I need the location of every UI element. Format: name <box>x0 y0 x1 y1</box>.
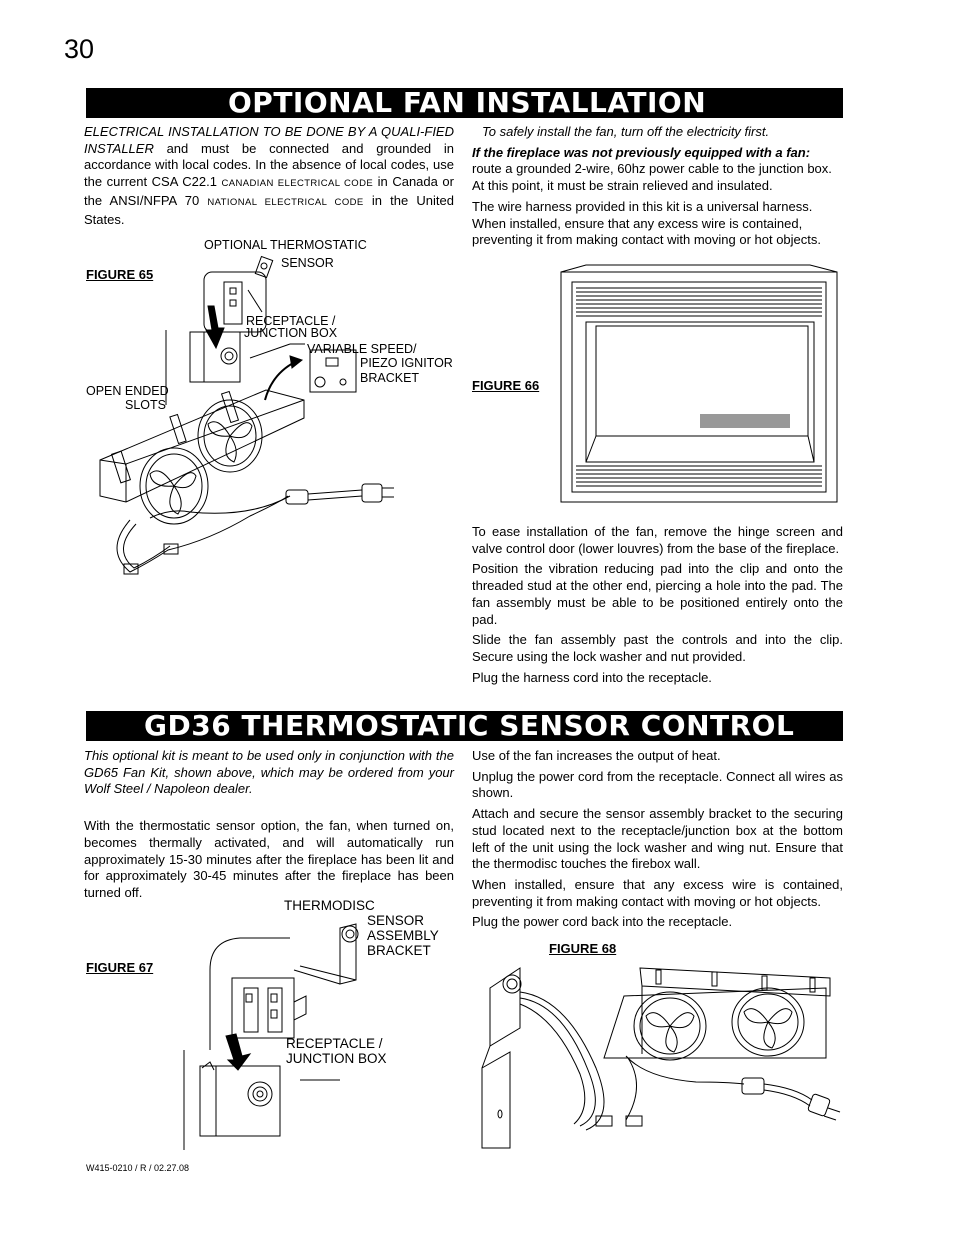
callout-open-slots-1: OPEN ENDED <box>86 384 169 398</box>
wire-harness-instruction: The wire harness provided in this kit is a universal harness. When installed, ensure that any excess wire is contained, preventing it from making contact with moving or hot objects. <box>472 198 821 248</box>
callout-variable-speed-3: BRACKET <box>360 371 420 385</box>
callout-thermodisc: THERMODISC <box>284 898 375 913</box>
page-number: 30 <box>64 34 95 64</box>
figure-66-fireplace-drawing <box>560 264 840 504</box>
section-title-fan-installation: OPTIONAL FAN INSTALLATION <box>86 88 843 118</box>
callout-bracket-3: BRACKET <box>367 943 431 958</box>
step-slide-fan: Slide the fan assembly past the controls and into the clip. Secure using the lock washer and nut provided. <box>472 632 843 664</box>
section-title-thermostatic-sensor: GD36 THERMOSTATIC SENSOR CONTROL <box>86 711 843 741</box>
callout-receptacle-box-1: RECEPTACLE / <box>286 1036 383 1051</box>
callout-variable-speed-2: PIEZO IGNITOR <box>360 356 453 370</box>
excess-wire-warning: When installed, ensure that any excess wire is contained, preventing it from making contact with moving or hot objects. <box>472 876 843 909</box>
figure-65-label: FIGURE 65 <box>86 267 154 282</box>
step-remove-hinge-screen: To ease installation of the fan, remove the hinge screen and valve control door (lower louvres) from the base of the fireplace. <box>472 524 843 556</box>
step-position-pad: Position the vibration reducing pad into the clip and onto the threaded stud at the other end, piercing a hole into the pad. The fan assembly must be able to be positioned entirely onto the pad. <box>472 561 843 627</box>
figure-66-label: FIGURE 66 <box>472 378 540 393</box>
plug-back-instruction: Plug the power cord back into the receptacle. <box>472 914 733 930</box>
fan-output-note: Use of the fan increases the output of heat. <box>472 748 721 763</box>
unplug-instruction: Unplug the power cord from the receptacle. Connect all wires as shown. <box>472 768 843 801</box>
figure-67-label: FIGURE 67 <box>86 960 154 975</box>
qualified-installer-lead: ELECTRICAL INSTALLATION TO BE DONE BY A QUALI-FIED INSTALLER <box>84 124 454 156</box>
callout-receptacle-box-2: JUNCTION BOX <box>286 1051 387 1066</box>
document-code-footer: W415-0210 / R / 02.27.08 <box>86 1163 190 1173</box>
optional-kit-note: This optional kit is meant to be used only in conjunction with the GD65 Fan Kit, shown above, which may be ordered from your Wolf Steel / Napoleon dealer. <box>84 748 454 797</box>
figure-65-fan-kit-drawing <box>90 250 420 590</box>
turn-off-electricity-note: To safely install the fan, turn off the electricity first. <box>482 124 770 139</box>
figure-68-fan-wiring-drawing <box>476 958 856 1153</box>
callout-open-slots-2: SLOTS <box>125 398 166 412</box>
not-equipped-heading: If the fireplace was not previously equipped with a fan: <box>472 144 811 160</box>
figure-67-sensor-drawing <box>180 910 370 1160</box>
callout-variable-speed-1: VARIABLE SPEED/ <box>307 342 417 356</box>
electrical-installation-paragraph: ELECTRICAL INSTALLATION TO BE DONE BY A QUALI-FIED INSTALLER and must be connected and grounded in accordance with local codes. In the absence of local codes, use the current CSA C22.1 CANADIAN ELECTRICAL CODE in Canada or the ANSI/NFPA 70 NATIONAL ELECTRICAL CODE in the United States. <box>84 124 454 227</box>
fan-install-steps <box>472 524 843 690</box>
callout-bracket-1: SENSOR <box>367 913 425 928</box>
fan-install-right-column <box>472 124 843 253</box>
attach-bracket-instruction: Attach and secure the sensor assembly bracket to the securing stud located next to the receptacle/junction box at the bottom left of the unit using the lock washer and wing nut. Ensure that the thermodisc touches the firebox wall. <box>472 806 843 872</box>
figure-68-label: FIGURE 68 <box>549 941 617 956</box>
sensor-left-column <box>84 748 454 906</box>
callout-optional-sensor-2: SENSOR <box>281 256 334 270</box>
power-cable-instruction: route a grounded 2-wire, 60hz power cable to the junction box. At this point, it must be strain relieved and insulated. <box>472 161 832 194</box>
callout-receptacle-1: RECEPTACLE / <box>246 314 336 328</box>
callout-receptacle-2: JUNCTION BOX <box>244 326 338 340</box>
step-plug-harness: Plug the harness cord into the receptacle. <box>472 669 712 685</box>
callout-optional-sensor-1: OPTIONAL THERMOSTATIC <box>204 238 367 252</box>
thermostatic-operation-paragraph: With the thermostatic sensor option, the fan, when turned on, becomes thermally activated, and will automatically run approximately 15-30 minutes after the fireplace has been lit and for approximately 30-45 minutes after the fireplace has been turned off. <box>84 818 454 900</box>
sensor-right-column <box>472 748 843 935</box>
callout-bracket-2: ASSEMBLY <box>367 928 439 943</box>
